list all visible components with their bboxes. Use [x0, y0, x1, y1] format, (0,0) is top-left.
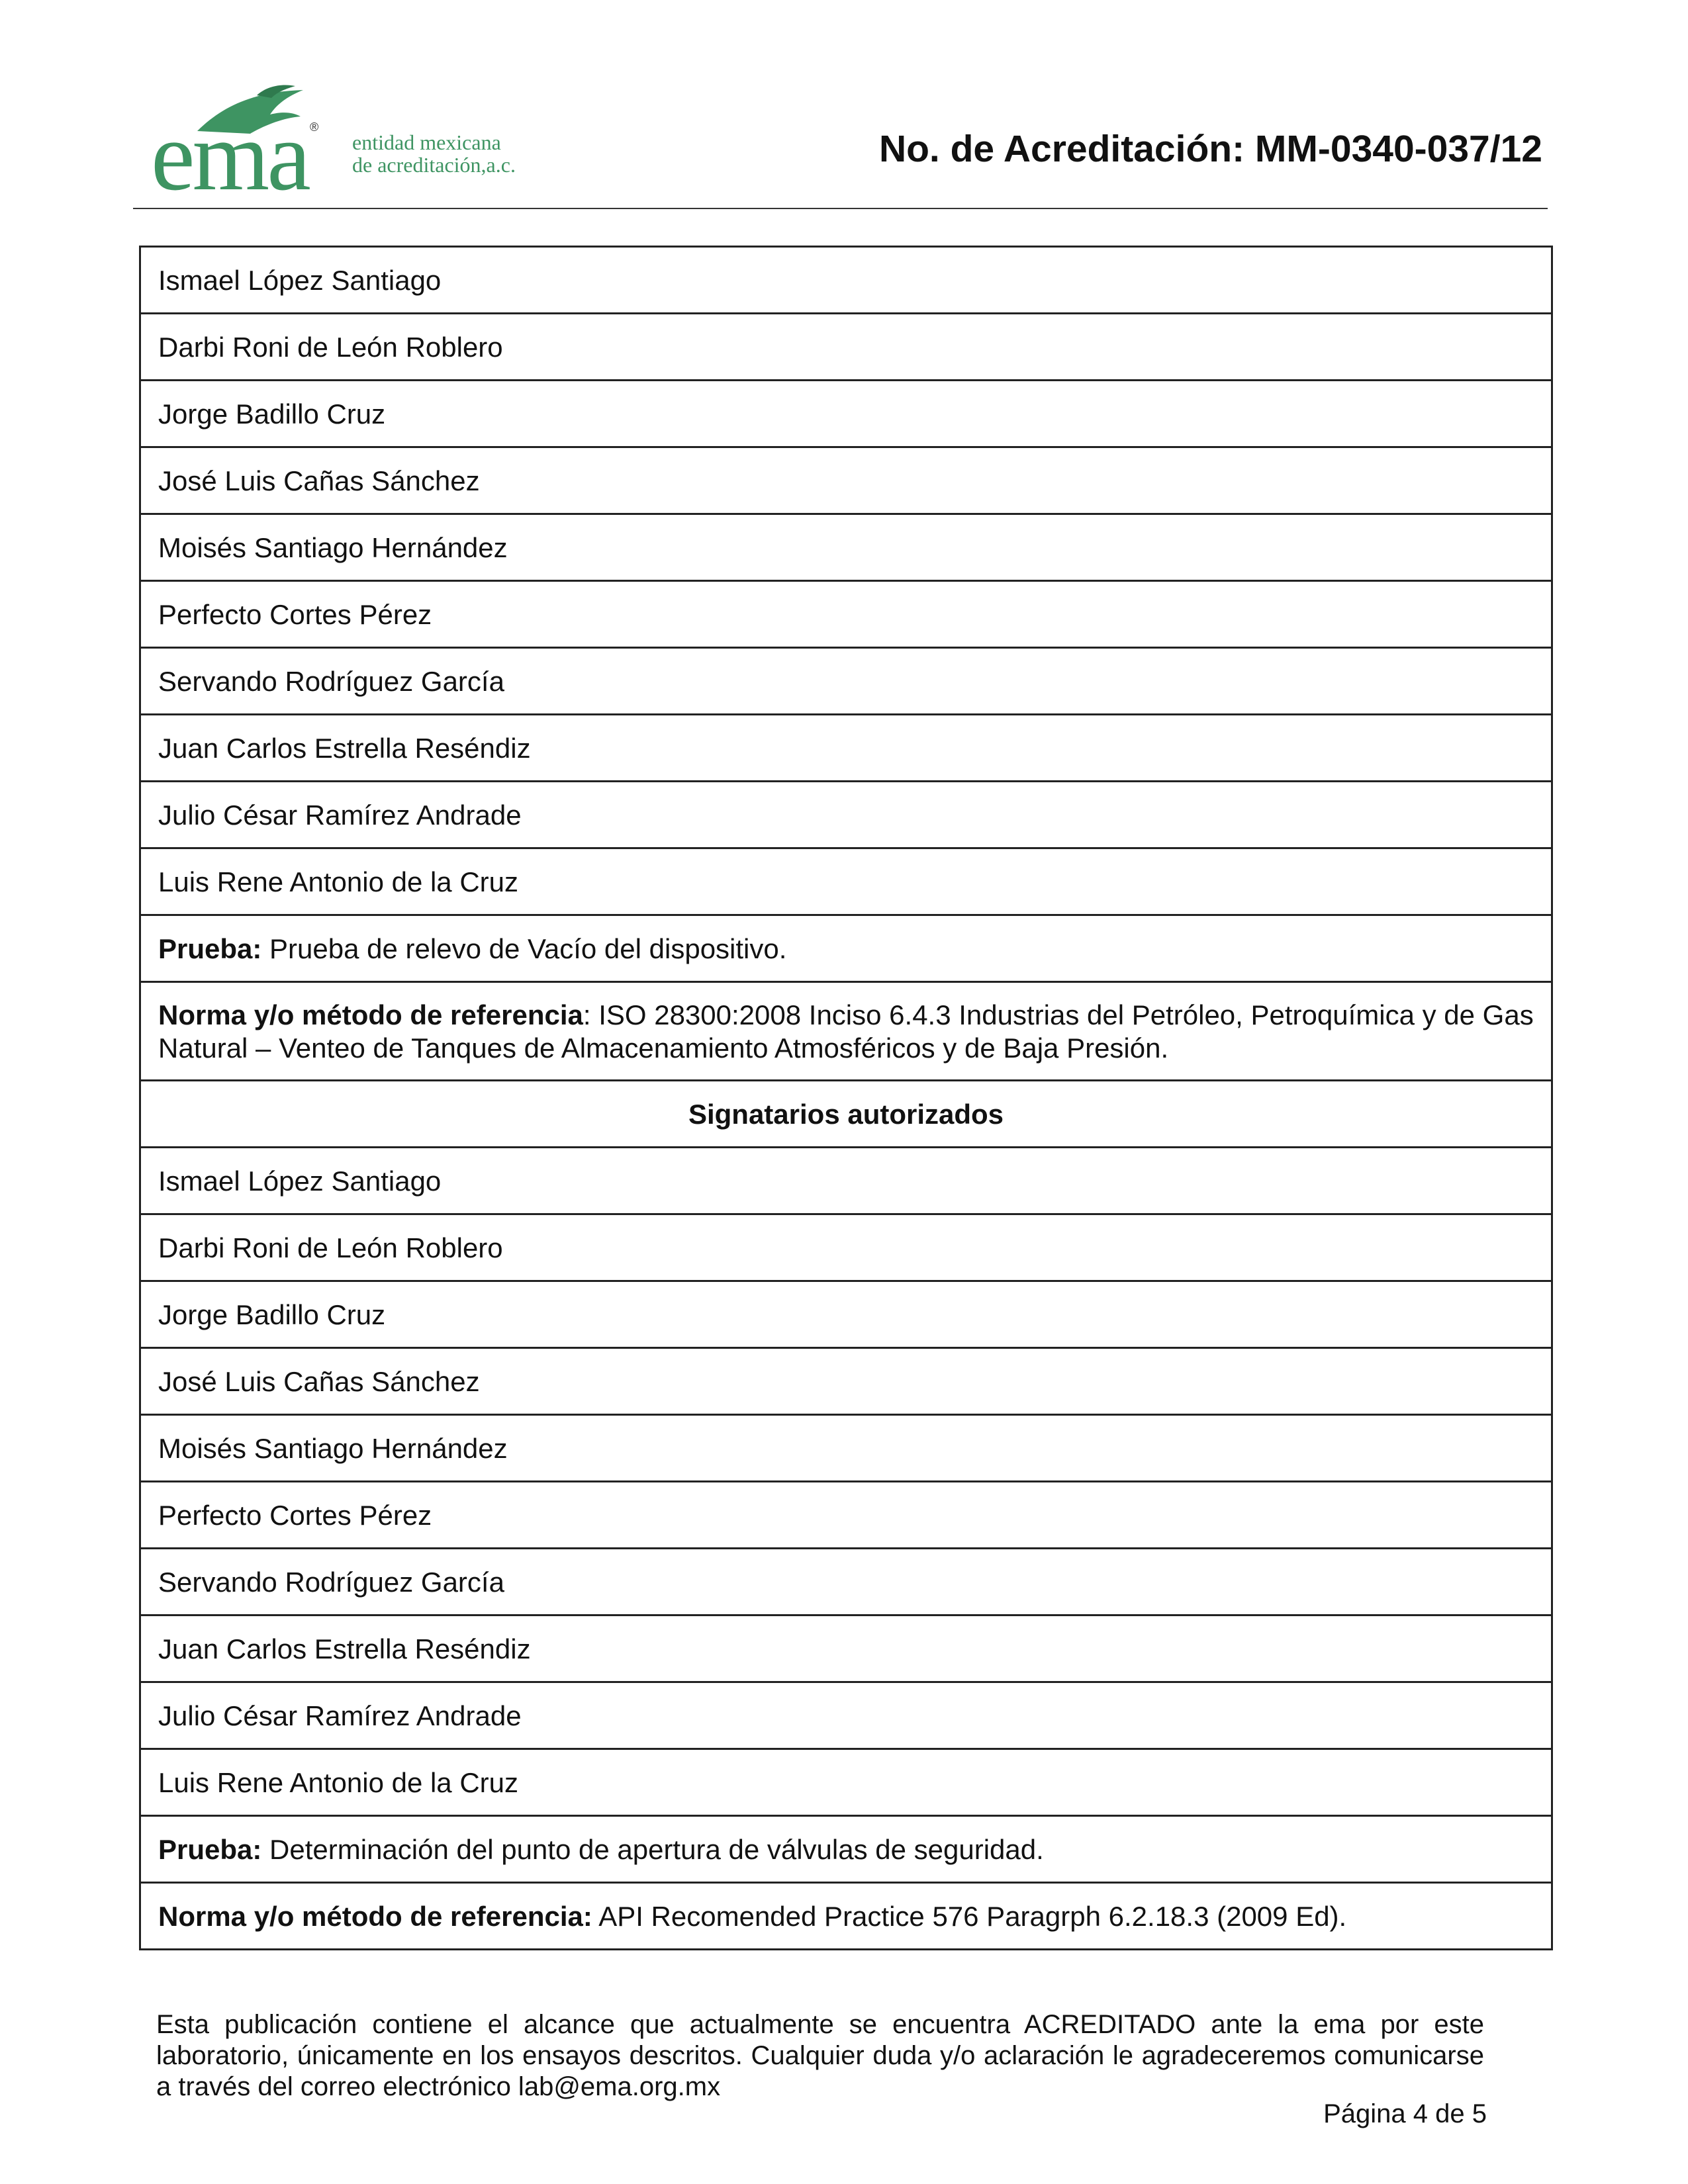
table-row	[140, 1148, 1552, 1214]
test-label: Prueba:	[158, 933, 262, 964]
norm-description: API Recomended Practice 576 Paragrph 6.2.18.3 (2009 Ed).	[592, 1901, 1347, 1932]
signatory-name: Darbi Roni de León Roblero	[140, 1214, 1552, 1281]
table-row	[140, 247, 1552, 314]
signatory-name: Moisés Santiago Hernández	[140, 514, 1552, 581]
table-row	[140, 982, 1552, 1081]
test-row-1	[140, 915, 1552, 982]
header-divider	[133, 208, 1548, 209]
table-row	[140, 1682, 1552, 1749]
table-row	[140, 1415, 1552, 1482]
signatories-table-container	[139, 246, 1553, 1950]
norm-label: Norma y/o método de referencia:	[158, 1901, 592, 1932]
table-row	[140, 1816, 1552, 1883]
table-row	[140, 1749, 1552, 1816]
table-row	[140, 1482, 1552, 1549]
table-row	[140, 447, 1552, 514]
norm-row-1	[140, 982, 1552, 1081]
signatories-table	[139, 246, 1553, 1950]
signatory-name: José Luis Cañas Sánchez	[140, 1348, 1552, 1415]
test-description: Determinación del punto de apertura de válvulas de seguridad.	[261, 1834, 1044, 1865]
signatories-header: Signatarios autorizados	[140, 1081, 1552, 1148]
table-row	[140, 314, 1552, 381]
table-row	[140, 1348, 1552, 1415]
logo-wordmark: ema	[151, 101, 308, 211]
table-row	[140, 1214, 1552, 1281]
signatory-name: Luis Rene Antonio de la Cruz	[140, 1749, 1552, 1816]
table-row	[140, 1081, 1552, 1148]
table-row	[140, 715, 1552, 782]
signatory-name: Moisés Santiago Hernández	[140, 1415, 1552, 1482]
signatory-name: Perfecto Cortes Pérez	[140, 1482, 1552, 1549]
signatory-name: Juan Carlos Estrella Reséndiz	[140, 715, 1552, 782]
table-row	[140, 915, 1552, 982]
logo-subtitle	[352, 131, 577, 176]
table-row	[140, 514, 1552, 581]
signatory-name: Juan Carlos Estrella Reséndiz	[140, 1615, 1552, 1682]
table-row	[140, 648, 1552, 715]
footer-disclaimer: Esta publicación contiene el alcance que actualmente se encuentra ACREDITADO ante la ema por este laboratorio, únicamente en los ensayos descritos. Cualquier duda y/o aclaración le agradeceremos comunicarse a través del correo electrónico lab@ema.org.mx	[156, 2010, 1484, 2101]
table-row	[140, 381, 1552, 447]
signatory-name: Julio César Ramírez Andrade	[140, 782, 1552, 848]
signatory-name: Jorge Badillo Cruz	[140, 1281, 1552, 1348]
test-label: Prueba:	[158, 1834, 262, 1865]
page-header	[0, 0, 1688, 218]
norm-row-2	[140, 1883, 1552, 1950]
signatory-name: Servando Rodríguez García	[140, 648, 1552, 715]
test-description: Prueba de relevo de Vacío del dispositivo.	[261, 933, 787, 964]
table-row	[140, 1615, 1552, 1682]
signatory-name: Servando Rodríguez García	[140, 1549, 1552, 1615]
accreditation-number: No. de Acreditación: MM-0340-037/12	[878, 128, 1542, 170]
test-row-2	[140, 1816, 1552, 1883]
signatory-name: Darbi Roni de León Roblero	[140, 314, 1552, 381]
logo-subtitle-line1: entidad mexicana	[352, 130, 501, 154]
signatory-name: Perfecto Cortes Pérez	[140, 581, 1552, 648]
page-number: Página 4 de 5	[1323, 2099, 1487, 2128]
signatory-name: Julio César Ramírez Andrade	[140, 1682, 1552, 1749]
logo-subtitle-line2: de acreditación,a.c.	[352, 153, 516, 177]
signatory-name: Luis Rene Antonio de la Cruz	[140, 848, 1552, 915]
norm-label: Norma y/o método de referencia	[158, 999, 583, 1030]
table-row	[140, 1883, 1552, 1950]
signatory-name: Ismael López Santiago	[140, 247, 1552, 314]
table-row	[140, 782, 1552, 848]
ema-logo	[151, 78, 575, 211]
signatory-name: José Luis Cañas Sánchez	[140, 447, 1552, 514]
table-row	[140, 1549, 1552, 1615]
table-row	[140, 581, 1552, 648]
registered-mark: ®	[310, 120, 319, 134]
table-row	[140, 848, 1552, 915]
norm-description: : ISO 28300:2008 Inciso 6.4.3 Industrias del Petróleo, Petroquímica y de Gas Natural – Venteo de Tanques de Almacenamiento Atmosféricos y de Baja Presión.	[158, 999, 1534, 1064]
signatory-name: Jorge Badillo Cruz	[140, 381, 1552, 447]
signatory-name: Ismael López Santiago	[140, 1148, 1552, 1214]
table-row	[140, 1281, 1552, 1348]
